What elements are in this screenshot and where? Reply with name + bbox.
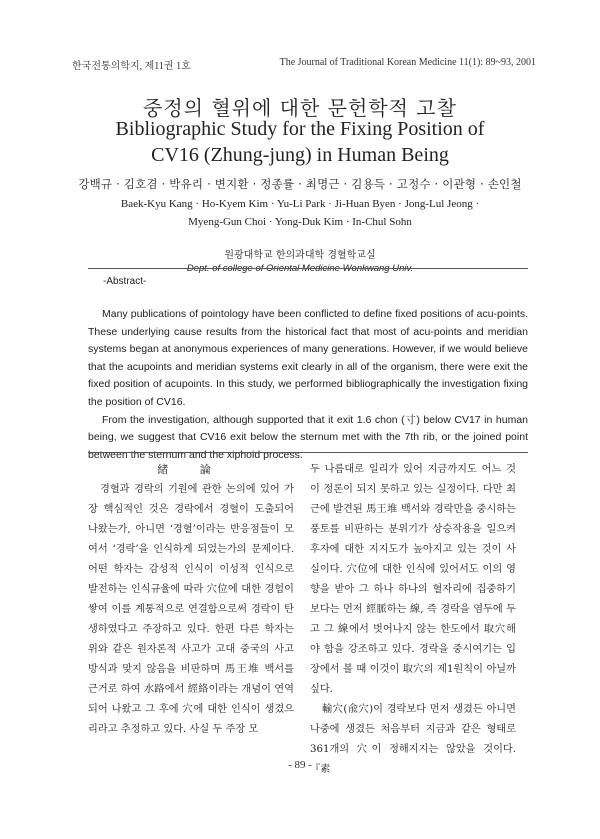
title-korean: 중정의 혈위에 대한 문헌학적 고찰 bbox=[143, 96, 457, 120]
section-title-introduction: 緒 論 bbox=[157, 463, 225, 476]
page-number: - 89 - bbox=[288, 759, 312, 771]
authors-english-line-1: Baek-Kyu Kang · Ho-Kyem Kim · Yu-Li Park · Ji-Huan Byen · Jong-Lul Jeong · bbox=[120, 198, 480, 210]
abstract-paragraph-1: Many publications of pointology have been conflicted to define fixed positions of acu-points. These underlying cause results from the historical fact that most of acu-points and meridian systems began at anonymous experiences of many generations. However, if we would believe that the acupoints and meridian systems exit clearly in all of the organism, there were exit the fixed position of acupoints. In this study, we performed bibliographically the investigation fixing the position of CV16. bbox=[88, 308, 528, 408]
body-paragraph: 輸穴(兪穴)이 경락보다 먼저 생겼든 아니면 나중에 생겼든 처음부터 지금과 같은 형태로 361개의 穴이 정해지지는 않았을 것이다. 『素 bbox=[310, 704, 516, 775]
title-english-line-1: Bibliographic Study for the Fixing Position of bbox=[115, 118, 485, 140]
abstract-top-rule bbox=[88, 268, 528, 269]
body-paragraph: 경혈과 경락의 기원에 관한 논의에 있어 가장 핵심적인 것은 경락에서 경혈이 도출되어 나왔는가, 아니면 ‘경혈’이라는 반응점들이 모여서 ‘경락’을 인식하게 되었는가의 문제이다. 어떤 학자는 감성적 인식이 이성적 인식으로 발전하는 인식규율에 따라 穴位에 대한 경험이 쌓여 이를 계통적으로 연결함으로써 경락이 탄생하였다고 주장하고 있다. 한편 다른 학자는 위와 같은 원자론적 사고가 고대 중국의 사고방식과 맞지 않음을 비판하며 馬王堆 백서를 근거로 하여 水路에서 經絡이라는 개념이 연역되어 나왔고 그 후에 穴에 대한 인식이 생겼으리라고 추정하고 있다. 사실 두 주장 모 bbox=[88, 484, 294, 735]
authors-korean: 강백규 · 김호겸 · 박유리 · 변지환 · 정종률 · 최명근 · 김용득 · 고정수 · 이관형 · 손인철 bbox=[78, 177, 522, 191]
running-header-journal-ko: 한국전통의학지, 제11권 1호 bbox=[72, 61, 191, 72]
authors-english-line-2: Myeng-Gun Choi · Yong-Duk Kim · In-Chul Sohn bbox=[188, 216, 412, 228]
abstract-bottom-rule bbox=[88, 452, 528, 453]
title-english-line-2: CV16 (Zhung-jung) in Human Being bbox=[151, 144, 449, 166]
body-column-right bbox=[310, 460, 516, 780]
abstract-paragraph-2: From the investigation, although supported that it exit 1.6 chon (寸) below CV17 in human being, we suggest that CV16 exit below the sternum met with the 7th rib, or the joined point between the sternum and the xiphoid process. bbox=[88, 413, 528, 461]
affiliation-english: Dept. of college of Oriental Medicine Wonkwang Univ. bbox=[186, 263, 414, 274]
body-paragraph: 두 나름대로 일리가 있어 지금까지도 어느 것이 정론이 되지 못하고 있는 실정이다. 다만 최근에 발견된 馬王堆 백서와 경락만을 중시하는 풍토를 비판하는 분위기가 상승작용을 일으켜 후자에 대한 지지도가 높아지고 있는 것이 사실이다. 穴位에 대한 인식에 있어서도 이의 영향을 받아 그 하나 하나의 혈자리에 집중하기보다는 먼저 經脈하는 線, 즉 경락을 염두에 두고 그 線에서 벗어나지 않는 한도에서 取穴해야 함을 강조하고 있다. 경락을 중시여기는 입장에서 볼 때 이것이 取穴의 제1원칙이 아닐까 싶다. bbox=[310, 464, 516, 695]
running-header-journal-en: The Journal of Traditional Korean Medicine 11(1): 89~93, 2001 bbox=[279, 57, 536, 68]
abstract-label: -Abstract- bbox=[103, 276, 147, 287]
abstract-body bbox=[88, 306, 528, 464]
affiliation-korean: 원광대학교 한의과대학 경혈학교실 bbox=[224, 250, 376, 261]
body-column-left bbox=[88, 460, 294, 740]
